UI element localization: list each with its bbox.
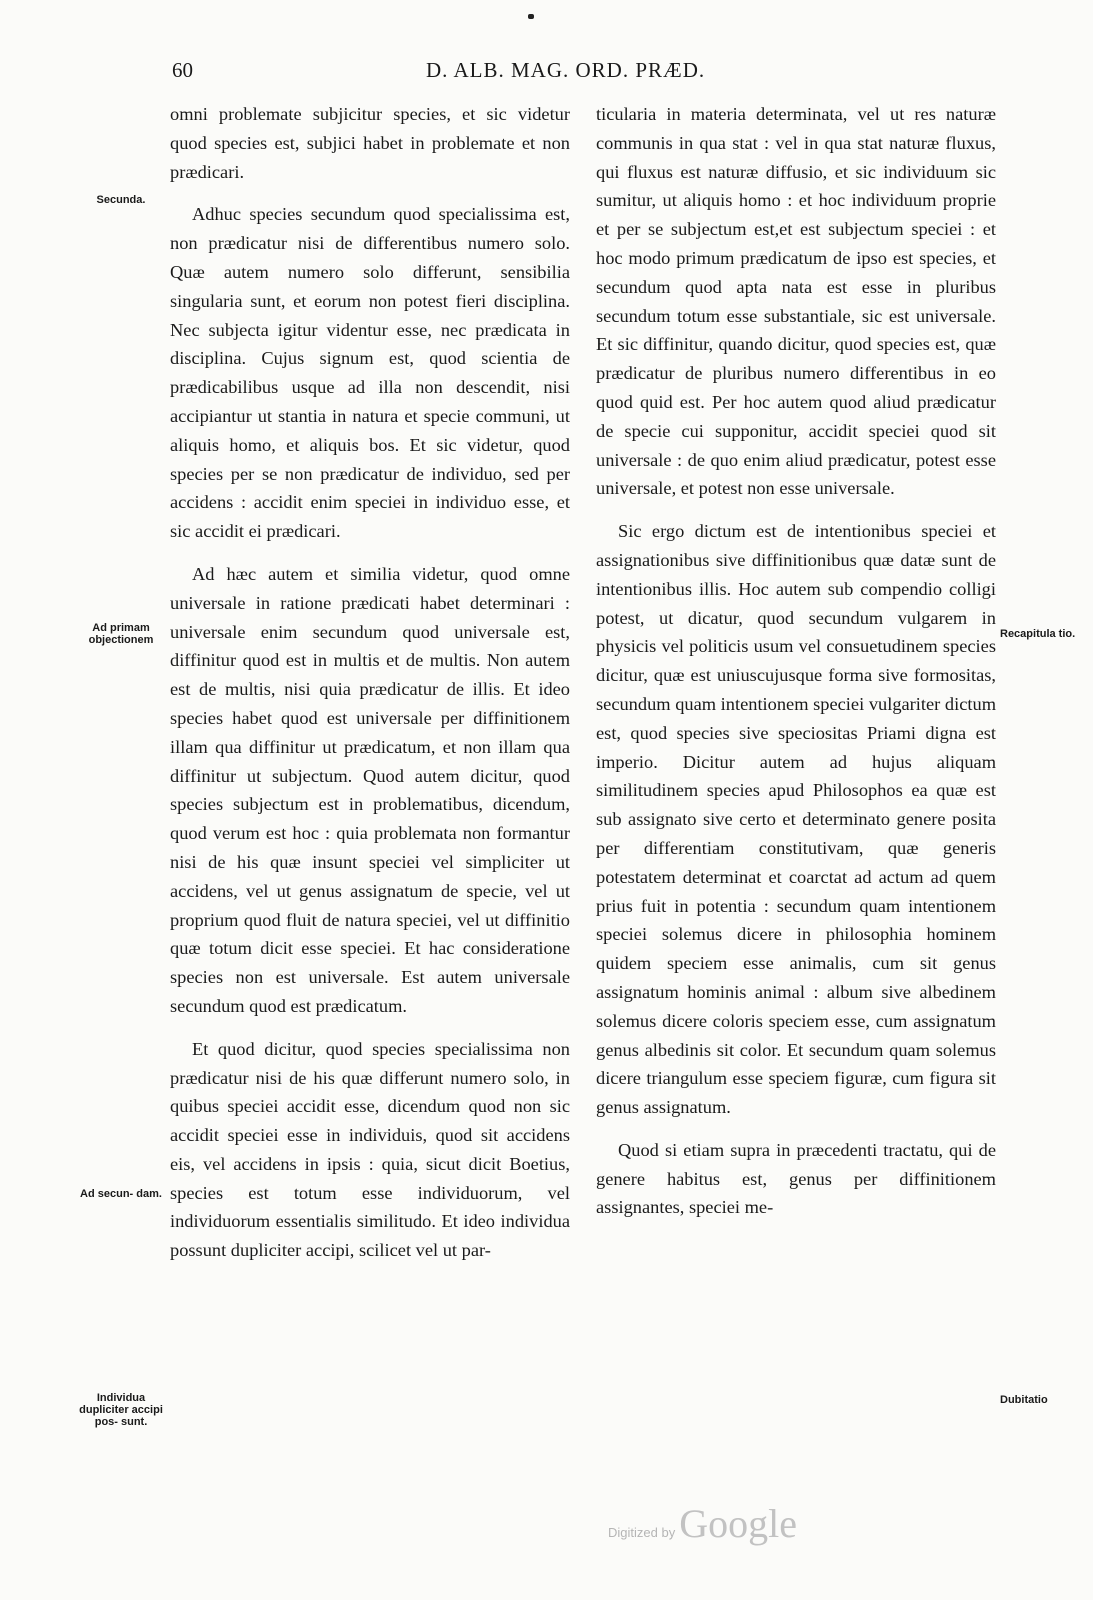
sidenote-ad-primam: Ad primam objectionem: [88, 622, 154, 646]
right-column: [596, 100, 996, 1236]
sidenote-dubitatio: Dubitatio: [1000, 1394, 1048, 1406]
left-column: [170, 100, 570, 1279]
sidenote-individua: Individua dupliciter accipi pos- sunt.: [79, 1392, 163, 1428]
print-mark: [528, 14, 534, 19]
paragraph: Ad hæc autem et similia videtur, quod omne universale in ratione prædicati habet determinari : universale enim secundum quod universale est, diffinitur quod est in multis et de multis. Non autem est de multis, nisi quia prædicatur de illis. Et ideo species habet quod est universale per diffinitionem illam qua diffinitur ut prædicatum, et non illam qua diffinitur ut subjectum. Quod autem dicitur, quod species subjectum est in problematibus, dicendum, quod verum est hoc : quia problemata non formantur nisi de his quæ insunt speciei vel simpliciter ut accidens, vel ut genus assignatum de specie, vel ut proprium quod fluit de natura speciei, vel ut diffinitio quæ totum dicit esse speciei. Et hac consideratione species non est universale. Est autem universale secundum quod est prædicatum.: [170, 563, 570, 1016]
paragraph: ticularia in materia determinata, vel ut res naturæ communis in qua stat : vel in qua stat naturæ fluxus, qui fluxus est naturæ diffusio, et sic individuum sic sumitur, ut aliquis homo : et hoc individuum proprie et per se subjectum est,et est subjectum speciei : et hoc modo primum prædicatum de ipso est species, et secundum quod apta nata est esse in pluribus secundum totum esse substantiale, sic est universale. Et sic diffinitur, quando dicitur, quod species est, quæ prædicatur de pluribus numero differentibus in eo quod quid est. Per hoc autem quod aliud prædicatur de specie cui supponitur, accidit speciei quod sit universale : de quo enim aliud prædicatur, potest esse universale, et potest non esse universale.: [596, 104, 996, 499]
sidenote-secunda: Secunda.: [96, 194, 146, 206]
page-number: 60: [172, 58, 193, 82]
google-logo: Google: [679, 1501, 797, 1546]
paragraph: Et quod dicitur, quod species specialissima non prædicatur nisi de his quæ differunt numero solo, in quibus speciei accidit esse, dicendum quod non sic accidit speciei esse in individuis, quod sit accidens eis, vel accidens in ipsis : quia, sicut dicit Boetius, species est totum esse individuorum, vel individuorum essentialis similitudo. Et ideo individua possunt dupliciter accipi, scilicet vel ut par-: [170, 1038, 570, 1261]
sidenote-ad-secundam: Ad secun- dam.: [80, 1188, 162, 1200]
paragraph: Sic ergo dictum est de intentionibus speciei et assignationibus sive diffinitionibus quæ datæ sunt de intentionibus illis. Hoc autem sub compendio colligi potest, ut dicatur, quod secundum vulgarem in physicis vel politicis usum vel consuetudinem species dicitur, quæ est uniuscujusque forma sive formositas, secundum quam intentionem speciei vulgariter dictum est, quod species sive speciositas Priami digna est imperio. Dicitur autem ad hujus aliquam similitudinem species apud Philosophos ea quæ est sub assignato sive certo et determinato genere posita per differentiam constitutivam, quæ generis potestatem determinat et coarctat ad actum ad quem prius fuit in potentia : secundum quam intentionem speciei solemus dicere in philosophia hominem quidem speciem esse animalis, cum sit genus assignatum hominis animal : album sive albedinem solemus dicere coloris speciem esse, cum assignatum genus albedinis sit color. Et secundum quam solemus dicere triangulum esse speciem figuræ, cum figura sit genus assignatum.: [596, 521, 996, 1118]
sidenote-recapitulatio: Recapitula tio.: [1000, 628, 1076, 640]
paragraph: omni problemate subjicitur species, et sic videtur quod species est, subjici habet in problemate et non prædicari.: [170, 104, 570, 182]
paragraph: Adhuc species secundum quod specialissima est, non prædicatur nisi de differentibus numero solo. Quæ autem numero solo differunt, sensibilia singularia sunt, et eorum non potest fieri disciplina. Nec subjecta igitur videntur esse, nec prædicata in disciplina. Cujus signum est, quod scientia de prædicabilibus usque ad illa non descendit, nisi accipiantur ut stantia in natura et specie communi, ut aliquis homo, et aliquis bos. Et sic videtur, quod species per se non prædicatur de individuo, sed per accidens : accidit enim speciei in individuo esse, et sic accidit ei prædicari.: [170, 204, 570, 542]
digitized-watermark: [608, 1500, 797, 1547]
paragraph: Quod si etiam supra in præcedenti tractatu, qui de genere habitus est, genus per diffinitionem assignantes, speciei me-: [596, 1139, 996, 1218]
digitized-by-text: Digitized by: [608, 1525, 676, 1540]
running-head: D. ALB. MAG. ORD. PRÆD.: [426, 58, 706, 82]
